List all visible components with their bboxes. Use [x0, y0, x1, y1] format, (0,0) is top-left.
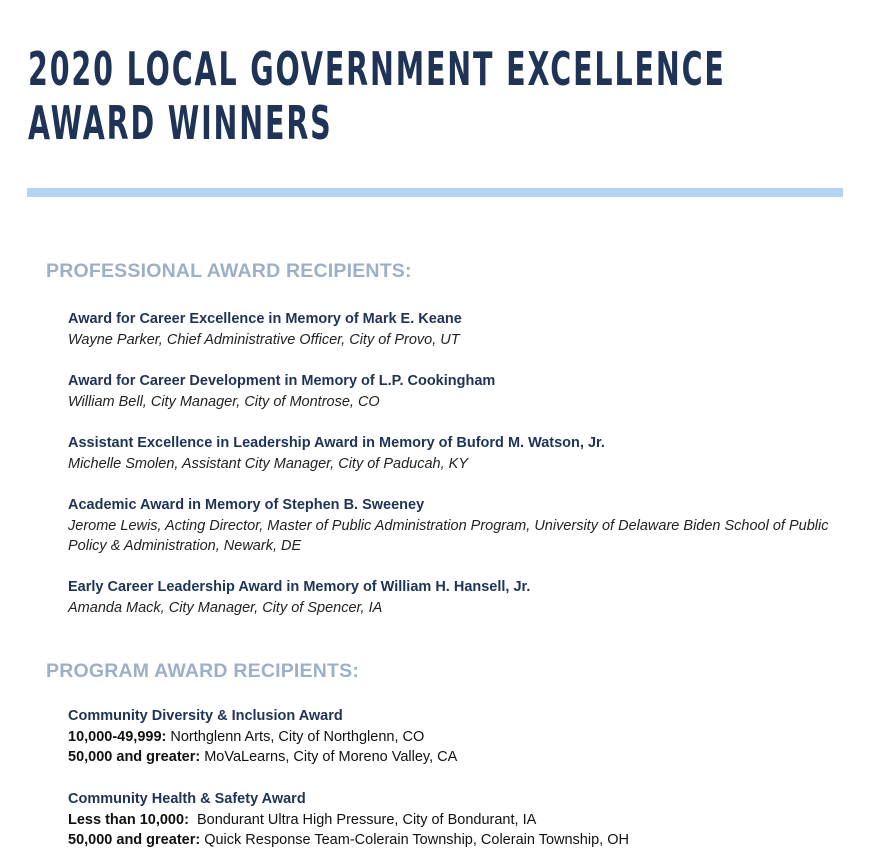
professional-award: [68, 577, 848, 618]
award-name: Award for Career Development in Memory of L.P. Cookingham: [68, 373, 496, 389]
award-winner-line: [68, 810, 848, 831]
award-recipient: Jerome Lewis, Acting Director, Master of Public Administration Program, University of Delaware Biden School of Public Policy & Administration, Newark, DE: [68, 517, 829, 554]
award-recipient: Michelle Smolen, Assistant City Manager, City of Paducah, KY: [68, 455, 469, 472]
professional-award: [68, 495, 838, 557]
professional-award: [68, 433, 848, 474]
title-divider: [27, 188, 843, 197]
award-name: Early Career Leadership Award in Memory of William H. Hansell, Jr.: [68, 579, 531, 595]
winner-text: Bondurant Ultra High Pressure, City of Bondurant, IA: [188, 811, 537, 828]
population-category: 10,000-49,999:: [68, 728, 167, 745]
award-name: Community Health & Safety Award: [68, 791, 306, 807]
award-winner-line: [68, 747, 848, 768]
award-recipient: Amanda Mack, City Manager, City of Spencer, IA: [68, 599, 383, 616]
professional-section-heading: PROFESSIONAL AWARD RECIPIENTS:: [46, 260, 412, 282]
population-category: 50,000 and greater:: [68, 749, 201, 765]
professional-award: [68, 309, 848, 350]
page-title-line-1: 2020 LOCAL GOVERNMENT EXCELLENCE: [28, 42, 726, 96]
program-award: [68, 789, 848, 851]
page-title: [28, 42, 883, 150]
program-award: [68, 706, 848, 768]
award-name: Assistant Excellence in Leadership Award in Memory of Buford M. Watson, Jr.: [68, 435, 605, 451]
winner-text: MoVaLearns, City of Moreno Valley, CA: [200, 749, 458, 765]
award-winner-line: [68, 830, 848, 851]
award-name: Community Diversity & Inclusion Award: [68, 708, 343, 724]
award-name: Academic Award in Memory of Stephen B. Sweeney: [68, 497, 425, 513]
program-section-heading: PROGRAM AWARD RECIPIENTS:: [46, 660, 360, 682]
winner-text: Northglenn Arts, City of Northglenn, CO: [166, 728, 425, 745]
population-category: Less than 10,000:: [68, 811, 189, 828]
professional-award: [68, 371, 848, 412]
award-recipient: Wayne Parker, Chief Administrative Officer, City of Provo, UT: [68, 331, 460, 348]
award-recipient: William Bell, City Manager, City of Montrose, CO: [68, 393, 380, 410]
award-name: Award for Career Excellence in Memory of Mark E. Keane: [68, 311, 462, 327]
page-title-line-2: AWARD WINNERS: [28, 96, 333, 150]
award-winner-line: [68, 727, 848, 748]
population-category: 50,000 and greater:: [68, 832, 201, 848]
winner-text: Quick Response Team-Colerain Township, Colerain Township, OH: [200, 832, 629, 848]
